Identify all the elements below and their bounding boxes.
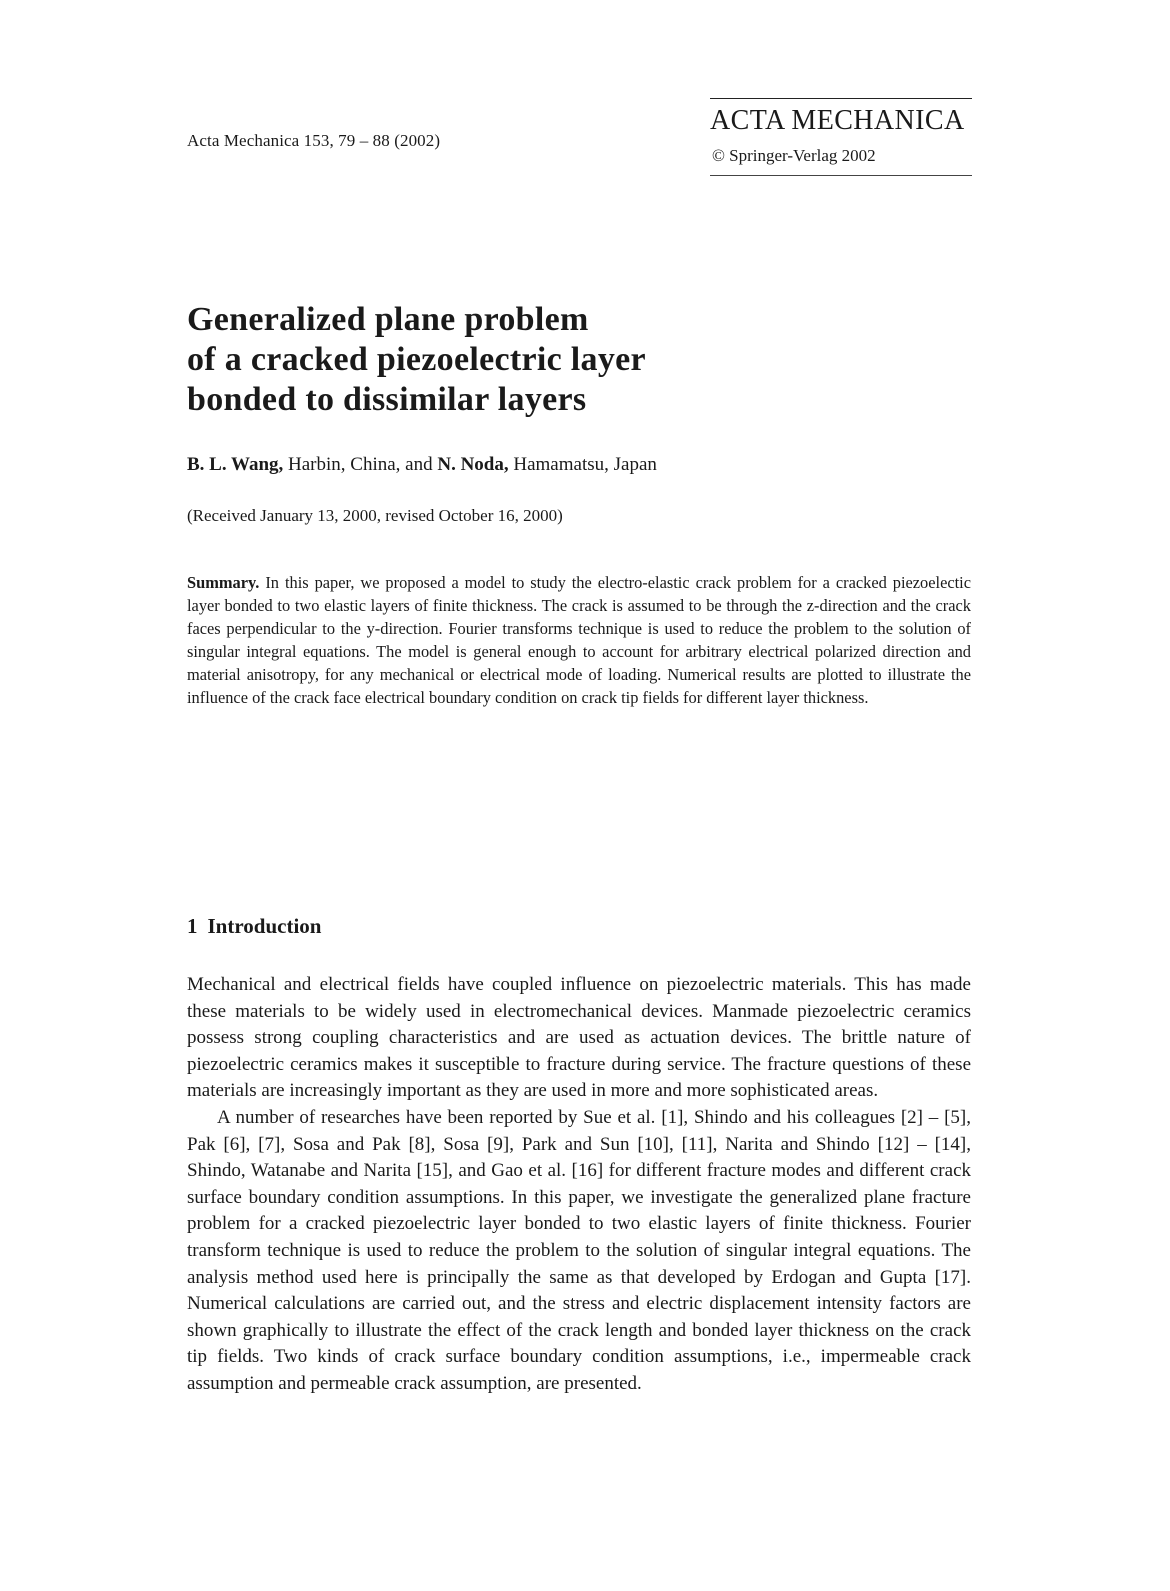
journal-name: ACTA MECHANICA: [710, 105, 965, 136]
author-2-affiliation: Hamamatsu, Japan: [508, 454, 657, 475]
section-heading-introduction: [187, 914, 321, 939]
title-line-1: Generalized plane problem: [187, 301, 589, 338]
author-1-affiliation: Harbin, China, and: [283, 454, 438, 475]
paragraph-1: Mechanical and electrical fields have coupled influence on piezoelectric materials. This has made these materials to be widely used in electromechanical devices. Manmade piezoelectric ceramics possess strong coupling characteristics and are used as actuation devices. The brittle nature of piezoelectric ceramics makes it susceptible to fracture during service. The fracture questions of these materials are increasingly important as they are used in more and more sophisticated areas.: [187, 974, 971, 1102]
author-1-name: B. L. Wang,: [187, 454, 284, 475]
title-line-2: of a cracked piezoelectric layer: [187, 341, 646, 378]
summary-text: In this paper, we proposed a model to study the electro-elastic crack problem for a cracked piezoelectic layer bonded to two elastic layers of finite thickness. The crack is assumed to be through the z-direction and the crack faces perpendicular to the y-direction. Fourier transforms technique is used to reduce the problem to the solution of singular integral equations. The model is general enough to account for arbitrary electrical polarized direction and material anisotropy, for any mechanical or electrical mode of loading. Numerical results are plotted to illustrate the influence of the crack face electrical boundary condition on crack tip fields for different layer thickness.: [187, 573, 971, 707]
summary-label: Summary.: [187, 573, 260, 592]
masthead-top-rule: [710, 98, 972, 99]
received-dates: (Received January 13, 2000, revised October 16, 2000): [187, 506, 563, 525]
section-title: Introduction: [207, 914, 322, 938]
summary-abstract: [187, 572, 971, 709]
paper-title: [187, 300, 947, 420]
author-2-name: N. Noda,: [437, 454, 509, 475]
title-line-3: bonded to dissimilar layers: [187, 381, 587, 418]
journal-masthead: [710, 98, 972, 176]
journal-citation: Acta Mechanica 153, 79 – 88 (2002): [187, 131, 441, 150]
author-line: [187, 454, 657, 476]
copyright-notice: © Springer-Verlag 2002: [712, 146, 876, 165]
paragraph-2: A number of researches have been reported by Sue et al. [1], Shindo and his colleagues [2] – [5], Pak [6], [7], Sosa and Pak [8], Sosa [9], Park and Sun [10], [11], Narita and Shindo [12] – [14], Shindo, Watanabe and Narita [15], and Gao et al. [16] for different fracture modes and different crack surface boundary condition assumptions. In this paper, we investigate the generalized plane fracture problem for a cracked piezoelectric layer bonded to two elastic layers of finite thickness. Fourier transform technique is used to reduce the problem to the solution of singular integral equations. The analysis method used here is principally the same as that developed by Erdogan and Gupta [17]. Numerical calculations are carried out, and the stress and electric displacement intensity factors are shown graphically to illustrate the effect of the crack length and bonded layer thickness on the crack tip fields. Two kinds of crack surface boundary condition assumptions, i.e., impermeable crack assumption and permeable crack assumption, are presented.: [187, 1106, 971, 1394]
section-number: 1: [187, 914, 198, 938]
masthead-bottom-rule: [710, 175, 972, 176]
introduction-body: [187, 972, 971, 1398]
